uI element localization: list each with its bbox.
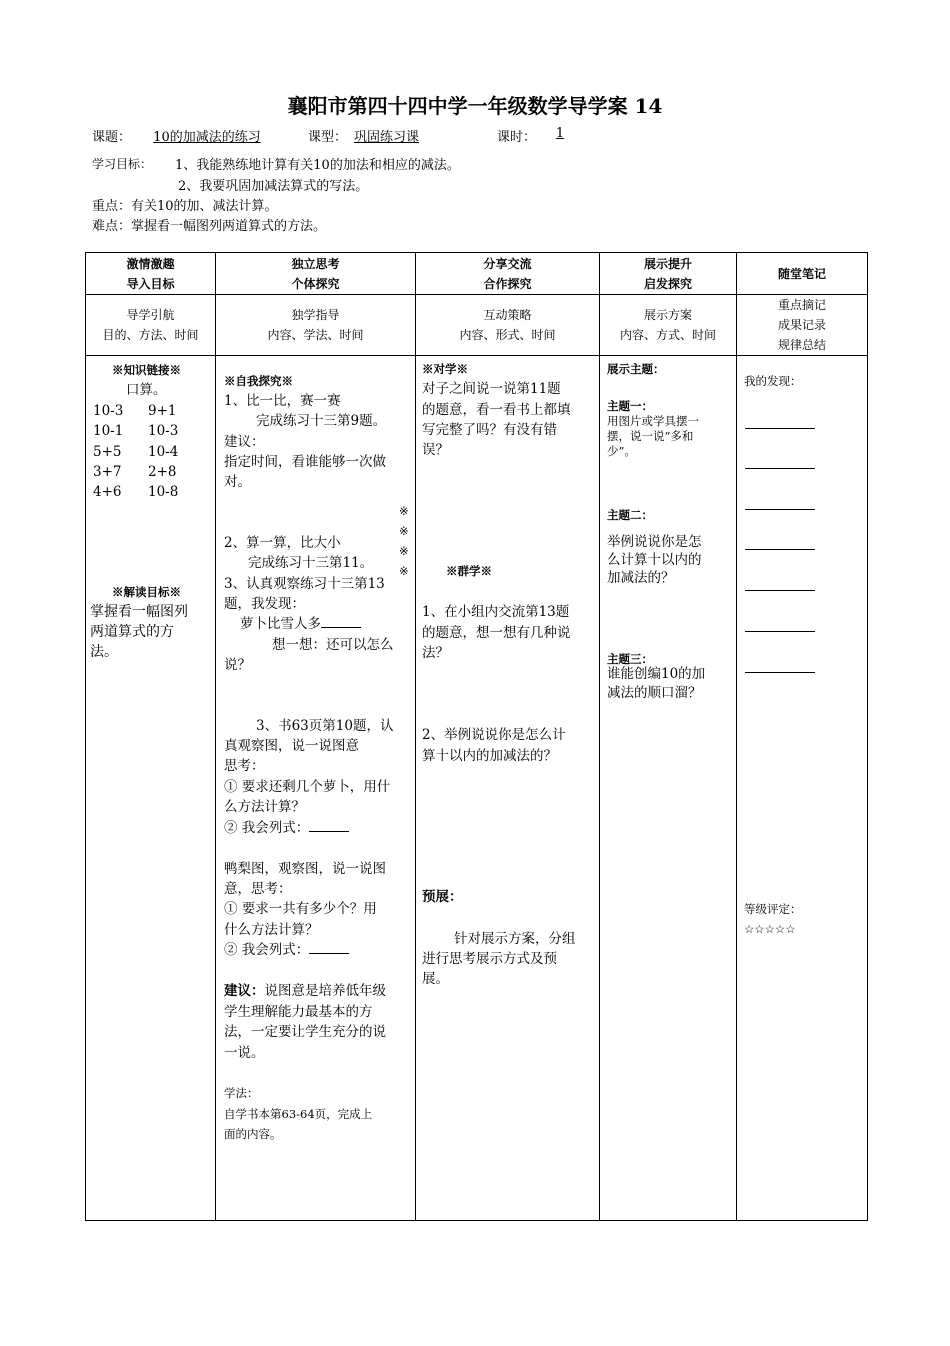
- text-line: ① 要求还剩几个萝卜，用什: [224, 779, 391, 795]
- text-line: 萝卜比雪人多: [240, 614, 361, 634]
- text-line: ① 要求一共有多少个？用: [224, 901, 377, 917]
- type-value: 巩固练习课: [354, 130, 420, 145]
- text-line: 少”。: [607, 444, 636, 458]
- note-line: [745, 468, 815, 469]
- text-line: 思考：: [224, 758, 265, 774]
- header-col4: 展示提升 启发探究: [600, 253, 737, 295]
- text-line: 题，我发现：: [224, 596, 305, 612]
- text-line: 3、认真观察练习十三第13: [224, 576, 385, 592]
- header-col5: 随堂笔记: [737, 253, 868, 295]
- oral-calc-label: 口算。: [126, 382, 167, 398]
- calc-item: 3+7: [93, 464, 122, 480]
- text-line: 误？: [422, 442, 449, 458]
- pair-study-title: ※对学※: [422, 362, 468, 376]
- goal-text-line: 法。: [90, 644, 118, 660]
- text-line: 面的内容。: [224, 1127, 282, 1141]
- text-line: 1、比一比，赛一赛: [224, 393, 341, 409]
- subheader-col4: 展示方案 内容、方式、时间: [600, 295, 737, 356]
- note-line: [745, 509, 815, 510]
- calc-item: 10-4: [148, 444, 179, 460]
- subheader-col3: 互动策略 内容、形式、时间: [416, 295, 600, 356]
- text-line: 一说。: [224, 1045, 265, 1061]
- answer-blank: [321, 615, 361, 628]
- calc-item: 5+5: [93, 444, 122, 460]
- text-line: 1、在小组内交流第13题: [422, 604, 570, 620]
- document-title: 襄阳市第四十四中学一年级数学导学案 14: [287, 94, 663, 118]
- text-line: 2、举例说说你是怎么计: [422, 727, 566, 743]
- calc-item: 10-8: [148, 484, 179, 500]
- text-line: 对子之间说一说第11题: [422, 381, 561, 397]
- header-col1: 激情激趣 导入目标: [86, 253, 216, 295]
- text-line: ② 我会列式：: [224, 940, 349, 960]
- theme2-title: 主题二：: [607, 508, 653, 522]
- text-line: 完成练习十三第9题。: [256, 413, 387, 429]
- text-line: 进行思考展示方式及预: [422, 951, 557, 967]
- key-point: 重点：有关10的加、减法计算。: [92, 199, 278, 214]
- text-line: 用图片或学具摆一: [607, 414, 699, 428]
- group-study-title: ※群学※: [446, 564, 492, 578]
- note-line: [745, 590, 815, 591]
- text-line: 想一想：还可以怎么: [272, 637, 394, 653]
- text-line: 算十以内的加减法的？: [422, 748, 557, 764]
- subheader-col2: 独学指导 内容、学法、时间: [216, 295, 416, 356]
- answer-blank: [309, 941, 349, 954]
- content-col5: [737, 356, 868, 1221]
- method-label: 学法：: [224, 1086, 259, 1100]
- goal-2: 2、我要巩固加减法算式的写法。: [178, 179, 369, 194]
- subheader-col1: 导学引航 目的、方法、时间: [86, 295, 216, 356]
- calc-item: 9+1: [148, 403, 177, 419]
- text-line: 完成练习十三第11。: [248, 555, 374, 571]
- goal-1: 1、我能熟练地计算有关10的加法和相应的减法。: [175, 158, 460, 173]
- text-line: 自学书本第63-64页，完成上: [224, 1107, 373, 1121]
- period-value: 1: [555, 126, 565, 141]
- text-line: 谁能创编10的加: [607, 666, 706, 682]
- content-col2: [216, 356, 416, 1221]
- calc-item: 4+6: [93, 484, 122, 500]
- goal-interpret-title: ※解读目标※: [112, 585, 181, 599]
- grade-label: 等级评定：: [744, 902, 802, 916]
- reference-mark: ※: [399, 524, 409, 538]
- text-line: 减法的顺口溜？: [607, 685, 702, 701]
- subheader-col5: 重点摘记 成果记录 规律总结: [737, 295, 868, 356]
- note-line: [745, 428, 815, 429]
- theme1-title: 主题一：: [607, 399, 653, 413]
- answer-blank: [309, 819, 349, 832]
- reference-mark: ※: [399, 544, 409, 558]
- text-line: 指定时间，看谁能够一次做: [224, 454, 386, 470]
- calc-item: 10-1: [93, 423, 124, 439]
- note-line: [745, 672, 815, 673]
- text-line: 2、算一算，比大小: [224, 535, 341, 551]
- content-col4: [600, 356, 737, 1221]
- text-line: ② 我会列式：: [224, 818, 349, 838]
- type-label: 课型：: [308, 130, 348, 145]
- text-line: 什么方法计算？: [224, 922, 319, 938]
- text-line: 意，思考：: [224, 881, 292, 897]
- text-line: 摆，说一说“多和: [607, 429, 694, 443]
- topic-label: 课题：: [92, 130, 132, 145]
- text-line: 学生理解能力最基本的方: [224, 1004, 373, 1020]
- text-line: 写完整了吗？有没有错: [422, 422, 557, 438]
- note-line: [745, 549, 815, 550]
- text-line: 3、书63页第10题，认: [256, 718, 394, 734]
- goal-text-line: 掌握看一幅图列: [90, 604, 188, 620]
- self-explore-title: ※自我探究※: [224, 374, 293, 388]
- content-col3: [416, 356, 600, 1221]
- my-findings-label: 我的发现：: [744, 374, 802, 388]
- period-label: 课时：: [497, 130, 537, 145]
- calc-item: 2+8: [148, 464, 177, 480]
- text-line: 法，一定要让学生充分的说: [224, 1024, 386, 1040]
- text-line: 展。: [422, 971, 449, 987]
- text-line: 么计算十以内的: [607, 552, 702, 568]
- theme-title: 展示主题：: [607, 362, 665, 376]
- topic-value: 10的加减法的练习: [153, 130, 261, 145]
- text-line: 建议：说图意是培养低年级: [224, 983, 386, 999]
- text-line: 针对展示方案，分组: [454, 931, 576, 947]
- text-line: 法？: [422, 645, 449, 661]
- text-line: 么方法计算？: [224, 799, 305, 815]
- text-line: 的题意，看一看书上都填: [422, 402, 571, 418]
- text-line: 对。: [224, 474, 251, 490]
- text-line: 的题意，想一想有几种说: [422, 625, 571, 641]
- difficulty-point: 难点：掌握看一幅图列两道算式的方法。: [92, 219, 327, 234]
- text-line: 加减法的？: [607, 570, 675, 586]
- calc-item: 10-3: [93, 403, 124, 419]
- header-col2: 独立思考 个体探究: [216, 253, 416, 295]
- preview-title: 预展：: [422, 889, 463, 905]
- reference-mark: ※: [399, 564, 409, 578]
- grade-stars: ☆☆☆☆☆: [744, 922, 796, 936]
- content-col1: [86, 356, 216, 1221]
- text-line: 建议：: [224, 434, 265, 450]
- note-line: [745, 631, 815, 632]
- reference-mark: ※: [399, 504, 409, 518]
- goal-text-line: 两道算式的方: [90, 624, 174, 640]
- theme3-title: 主题三：: [607, 652, 653, 666]
- goals-label: 学习目标：: [92, 157, 153, 171]
- header-col3: 分享交流 合作探究: [416, 253, 600, 295]
- knowledge-link-title: ※知识链接※: [112, 363, 181, 377]
- text-line: 举例说说你是怎: [607, 534, 702, 550]
- text-line: 鸭梨图，观察图，说一说图: [224, 861, 386, 877]
- text-line: 真观察图，说一说图意: [224, 738, 359, 754]
- calc-item: 10-3: [148, 423, 179, 439]
- text-line: 说？: [224, 657, 251, 673]
- lesson-table: [85, 252, 868, 1221]
